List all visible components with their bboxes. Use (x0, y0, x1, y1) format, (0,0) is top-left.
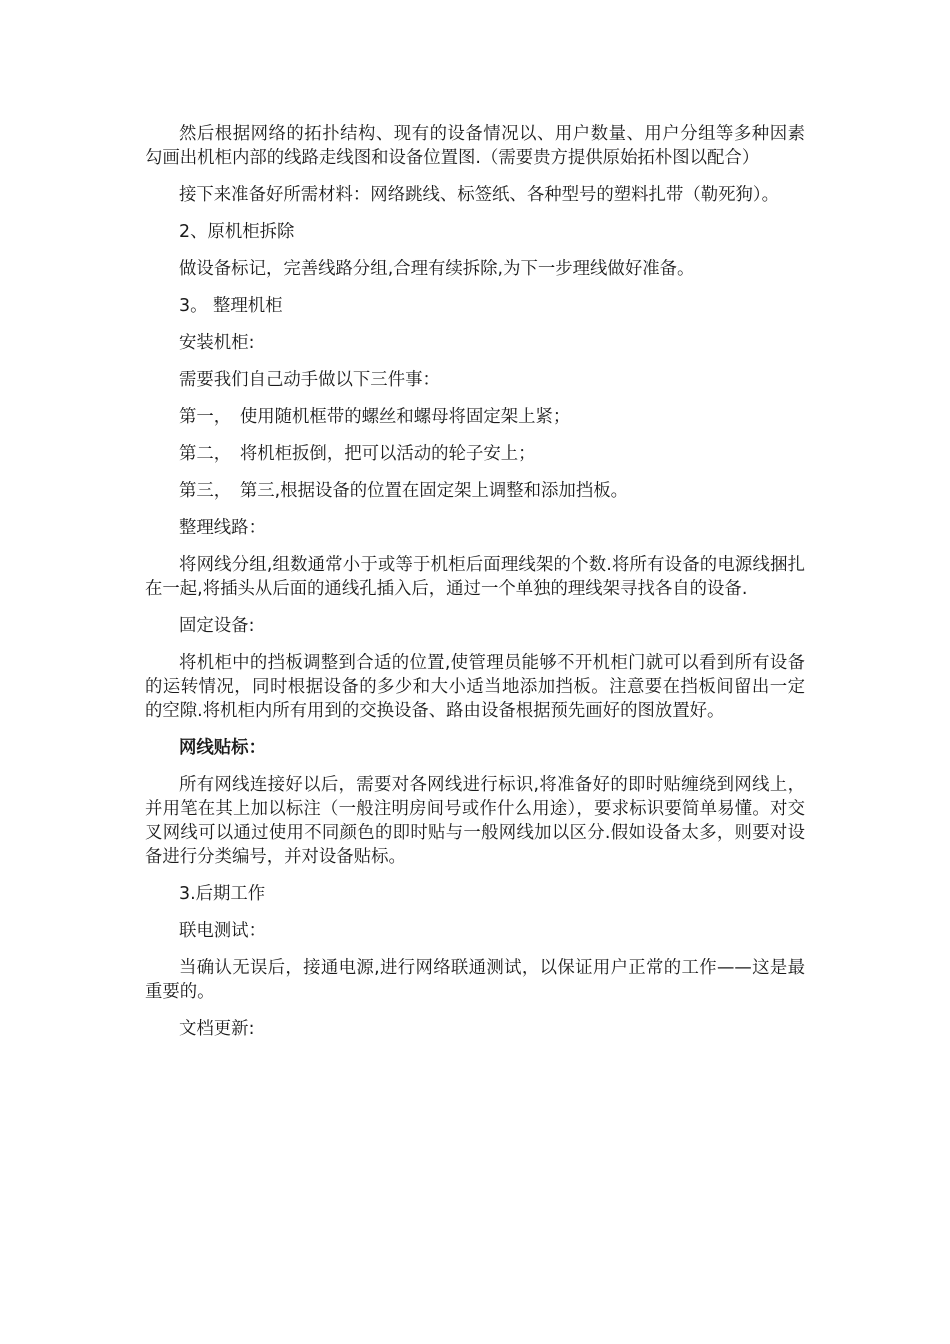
section-heading: 网线贴标： (179, 738, 266, 758)
paragraph: 然后根据网络的拓扑结构、现有的设备情况以、用户数量、用户分组等多种因素勾画出机柜内部的线路走线图和设备位置图.（需要贵方提供原始拓朴图以配合） (145, 124, 805, 168)
paragraph: 文档更新: (179, 1019, 255, 1039)
paragraph: 将机柜中的挡板调整到合适的位置,使管理员能够不开机柜门就可以看到所有设备的运转情况，同时根据设备的多少和大小适当地添加挡板。注意要在挡板间留出一定的空隙.将机柜内所有用到的交换设备、路由设备根据预先画好的图放置好。 (145, 653, 805, 721)
paragraph: 接下来准备好所需材料：网络跳线、标签纸、各种型号的塑料扎带（勒死狗）。 (179, 185, 779, 205)
paragraph: 3.后期工作 (179, 884, 266, 904)
paragraph: 整理线路： (179, 518, 266, 538)
paragraph: 第一， 使用随机框带的螺丝和螺母将固定架上紧； (179, 407, 571, 427)
paragraph: 所有网线连接好以后，需要对各网线进行标识,将准备好的即时贴缠绕到网线上，并用笔在其上加以标注（一般注明房间号或作什么用途），要求标识要简单易懂。对交叉网线可以通过使用不同颜色的即时贴与一般网线加以区分.假如设备太多，则要对设备进行分类编号，并对设备贴标。 (145, 775, 805, 867)
paragraph: 固定设备: (179, 616, 255, 636)
paragraph: 做设备标记，完善线路分组,合理有续拆除,为下一步理线做好准备。 (179, 259, 695, 279)
paragraph: 2、原机柜拆除 (179, 222, 295, 242)
paragraph: 安装机柜: (179, 333, 255, 353)
paragraph: 需要我们自己动手做以下三件事： (179, 370, 440, 390)
document-body (145, 122, 805, 1054)
paragraph: 联电测试： (179, 921, 266, 941)
paragraph: 当确认无误后，接通电源,进行网络联通测试，以保证用户正常的工作——这是最重要的。 (145, 958, 805, 1002)
paragraph: 第三， 第三,根据设备的位置在固定架上调整和添加挡板。 (179, 481, 628, 501)
paragraph: 第二， 将机柜扳倒，把可以活动的轮子安上； (179, 444, 536, 464)
paragraph: 3。 整理机柜 (179, 296, 283, 316)
paragraph: 将网线分组,组数通常小于或等于机柜后面理线架的个数.将所有设备的电源线捆扎在一起,将插头从后面的通线孔插入后，通过一个单独的理线架寻找各自的设备. (145, 555, 805, 599)
